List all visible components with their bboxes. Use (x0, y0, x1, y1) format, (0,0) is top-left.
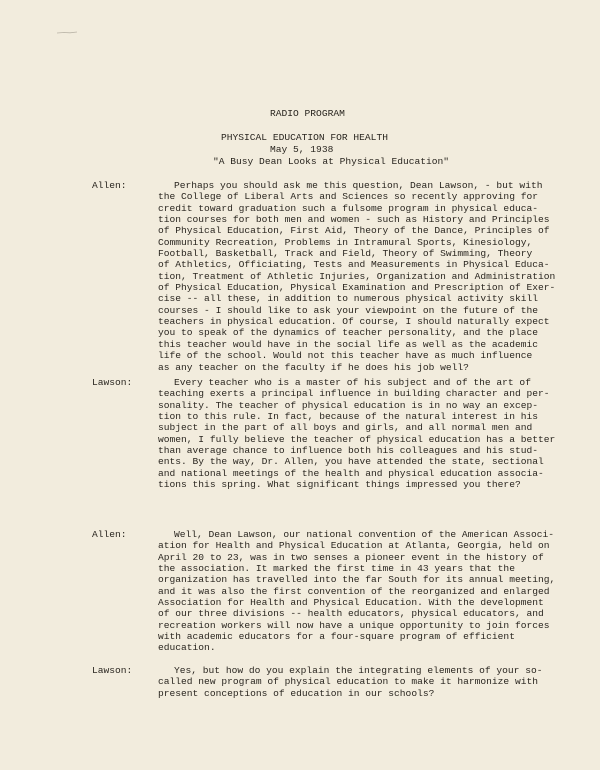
text-line: you to speak of the dynamics of teacher personality, and the place (158, 327, 538, 339)
text-line: this teacher would have in the social life as well as the academic (158, 338, 538, 350)
text-line: cise -- all these, in addition to numerous physical activity skill (158, 293, 538, 305)
text-line: tion, Treatment of Athletic Injuries, Organization and Administration (158, 270, 556, 282)
speech-text (158, 665, 578, 699)
episode-title: "A Busy Dean Looks at Physical Education" (213, 156, 450, 167)
speech-text (158, 180, 578, 373)
text-line: of our three divisions -- health educators, physical educators, and (158, 608, 544, 620)
text-line: present conceptions of education in our schools? (158, 687, 435, 699)
broadcast-date: May 5, 1938 (270, 144, 334, 155)
text-line: Yes, but how do you explain the integrating elements of your so- (174, 665, 543, 676)
text-line: of Athletics, Officiating, Tests and Measurements in Physical Educa- (158, 259, 550, 271)
text-line: of Physical Education, First Aid, Theory of the Dance, Principles of (158, 225, 550, 237)
text-line: called new program of physical education to make it harmonize with (158, 676, 538, 688)
text-line: ents. By the way, Dr. Allen, you have attended the state, sectional (158, 456, 544, 468)
text-line: with academic educators for a four-square program of efficient (158, 631, 515, 643)
text-line: sonality. The teacher of physical education is in no way an excep- (158, 399, 538, 411)
text-line: and national meetings of the health and physical education associa- (158, 467, 544, 479)
text-line: Football, Basketball, Track and Field, Theory of Swimming, Theory (158, 248, 533, 260)
text-line: than average chance to influence both his colleagues and his stud- (158, 445, 538, 457)
text-line: as any teacher on the faculty if he does his job well? (158, 361, 469, 373)
text-line: Perhaps you should ask me this question, Dean Lawson, - but with (174, 180, 543, 191)
speaker-label: Lawson: (92, 377, 133, 388)
document-subheading: PHYSICAL EDUCATION FOR HEALTH (221, 132, 388, 143)
text-line: the College of Liberal Arts and Sciences so recently approving for (158, 191, 538, 203)
text-line: Well, Dean Lawson, our national convention of the American Associ- (174, 529, 554, 540)
text-line: of Physical Education, Physical Examination and Prescription of Exer- (158, 282, 556, 294)
text-line: ation for Health and Physical Education at Atlanta, Georgia, held on (158, 540, 550, 552)
text-line: credit toward graduation such a fulsome program in physical educa- (158, 202, 538, 214)
text-line: subject in the part of all boys and girls, and all normal men and (158, 422, 533, 434)
speaker-label: Lawson: (92, 665, 133, 676)
text-line: tion to this rule. In fact, because of the natural interest in his (158, 411, 538, 423)
text-line: tion courses for both men and women - such as History and Principles (158, 214, 550, 226)
text-line: teachers in physical education. Of course, I should naturally expect (158, 316, 550, 328)
text-line: and it was also the first convention of the reorganized and enlarged (158, 585, 550, 597)
text-line: courses - I should like to ask your viewpoint on the future of the (158, 304, 538, 316)
text-line: Association for Health and Physical Education. With the development (158, 597, 544, 609)
text-line: April 20 to 23, was in two senses a pioneer event in the history of (158, 551, 544, 563)
text-line: women, I fully believe the teacher of physical education has a better (158, 433, 556, 445)
text-line: life of the school. Would not this teacher have as much influence (158, 350, 533, 362)
speech-text (158, 529, 578, 654)
text-line: tions this spring. What significant things impressed you there? (158, 479, 521, 491)
text-line: organization has travelled into the far South for its annual meeting, (158, 574, 556, 586)
text-line: recreation workers will now have a unique opportunity to join forces (158, 619, 550, 631)
pencil-mark (56, 31, 78, 34)
text-line: Every teacher who is a master of his subject and of the art of (174, 377, 531, 388)
text-line: education. (158, 642, 216, 654)
text-line: teaching exerts a principal influence in building character and per- (158, 388, 550, 400)
document-heading: RADIO PROGRAM (270, 108, 345, 119)
speaker-label: Allen: (92, 180, 127, 191)
text-line: Community Recreation, Problems in Intramural Sports, Kinesiology, (158, 236, 533, 248)
speech-text (158, 377, 578, 490)
speaker-label: Allen: (92, 529, 127, 540)
text-line: the association. It marked the first time in 43 years that the (158, 563, 515, 575)
